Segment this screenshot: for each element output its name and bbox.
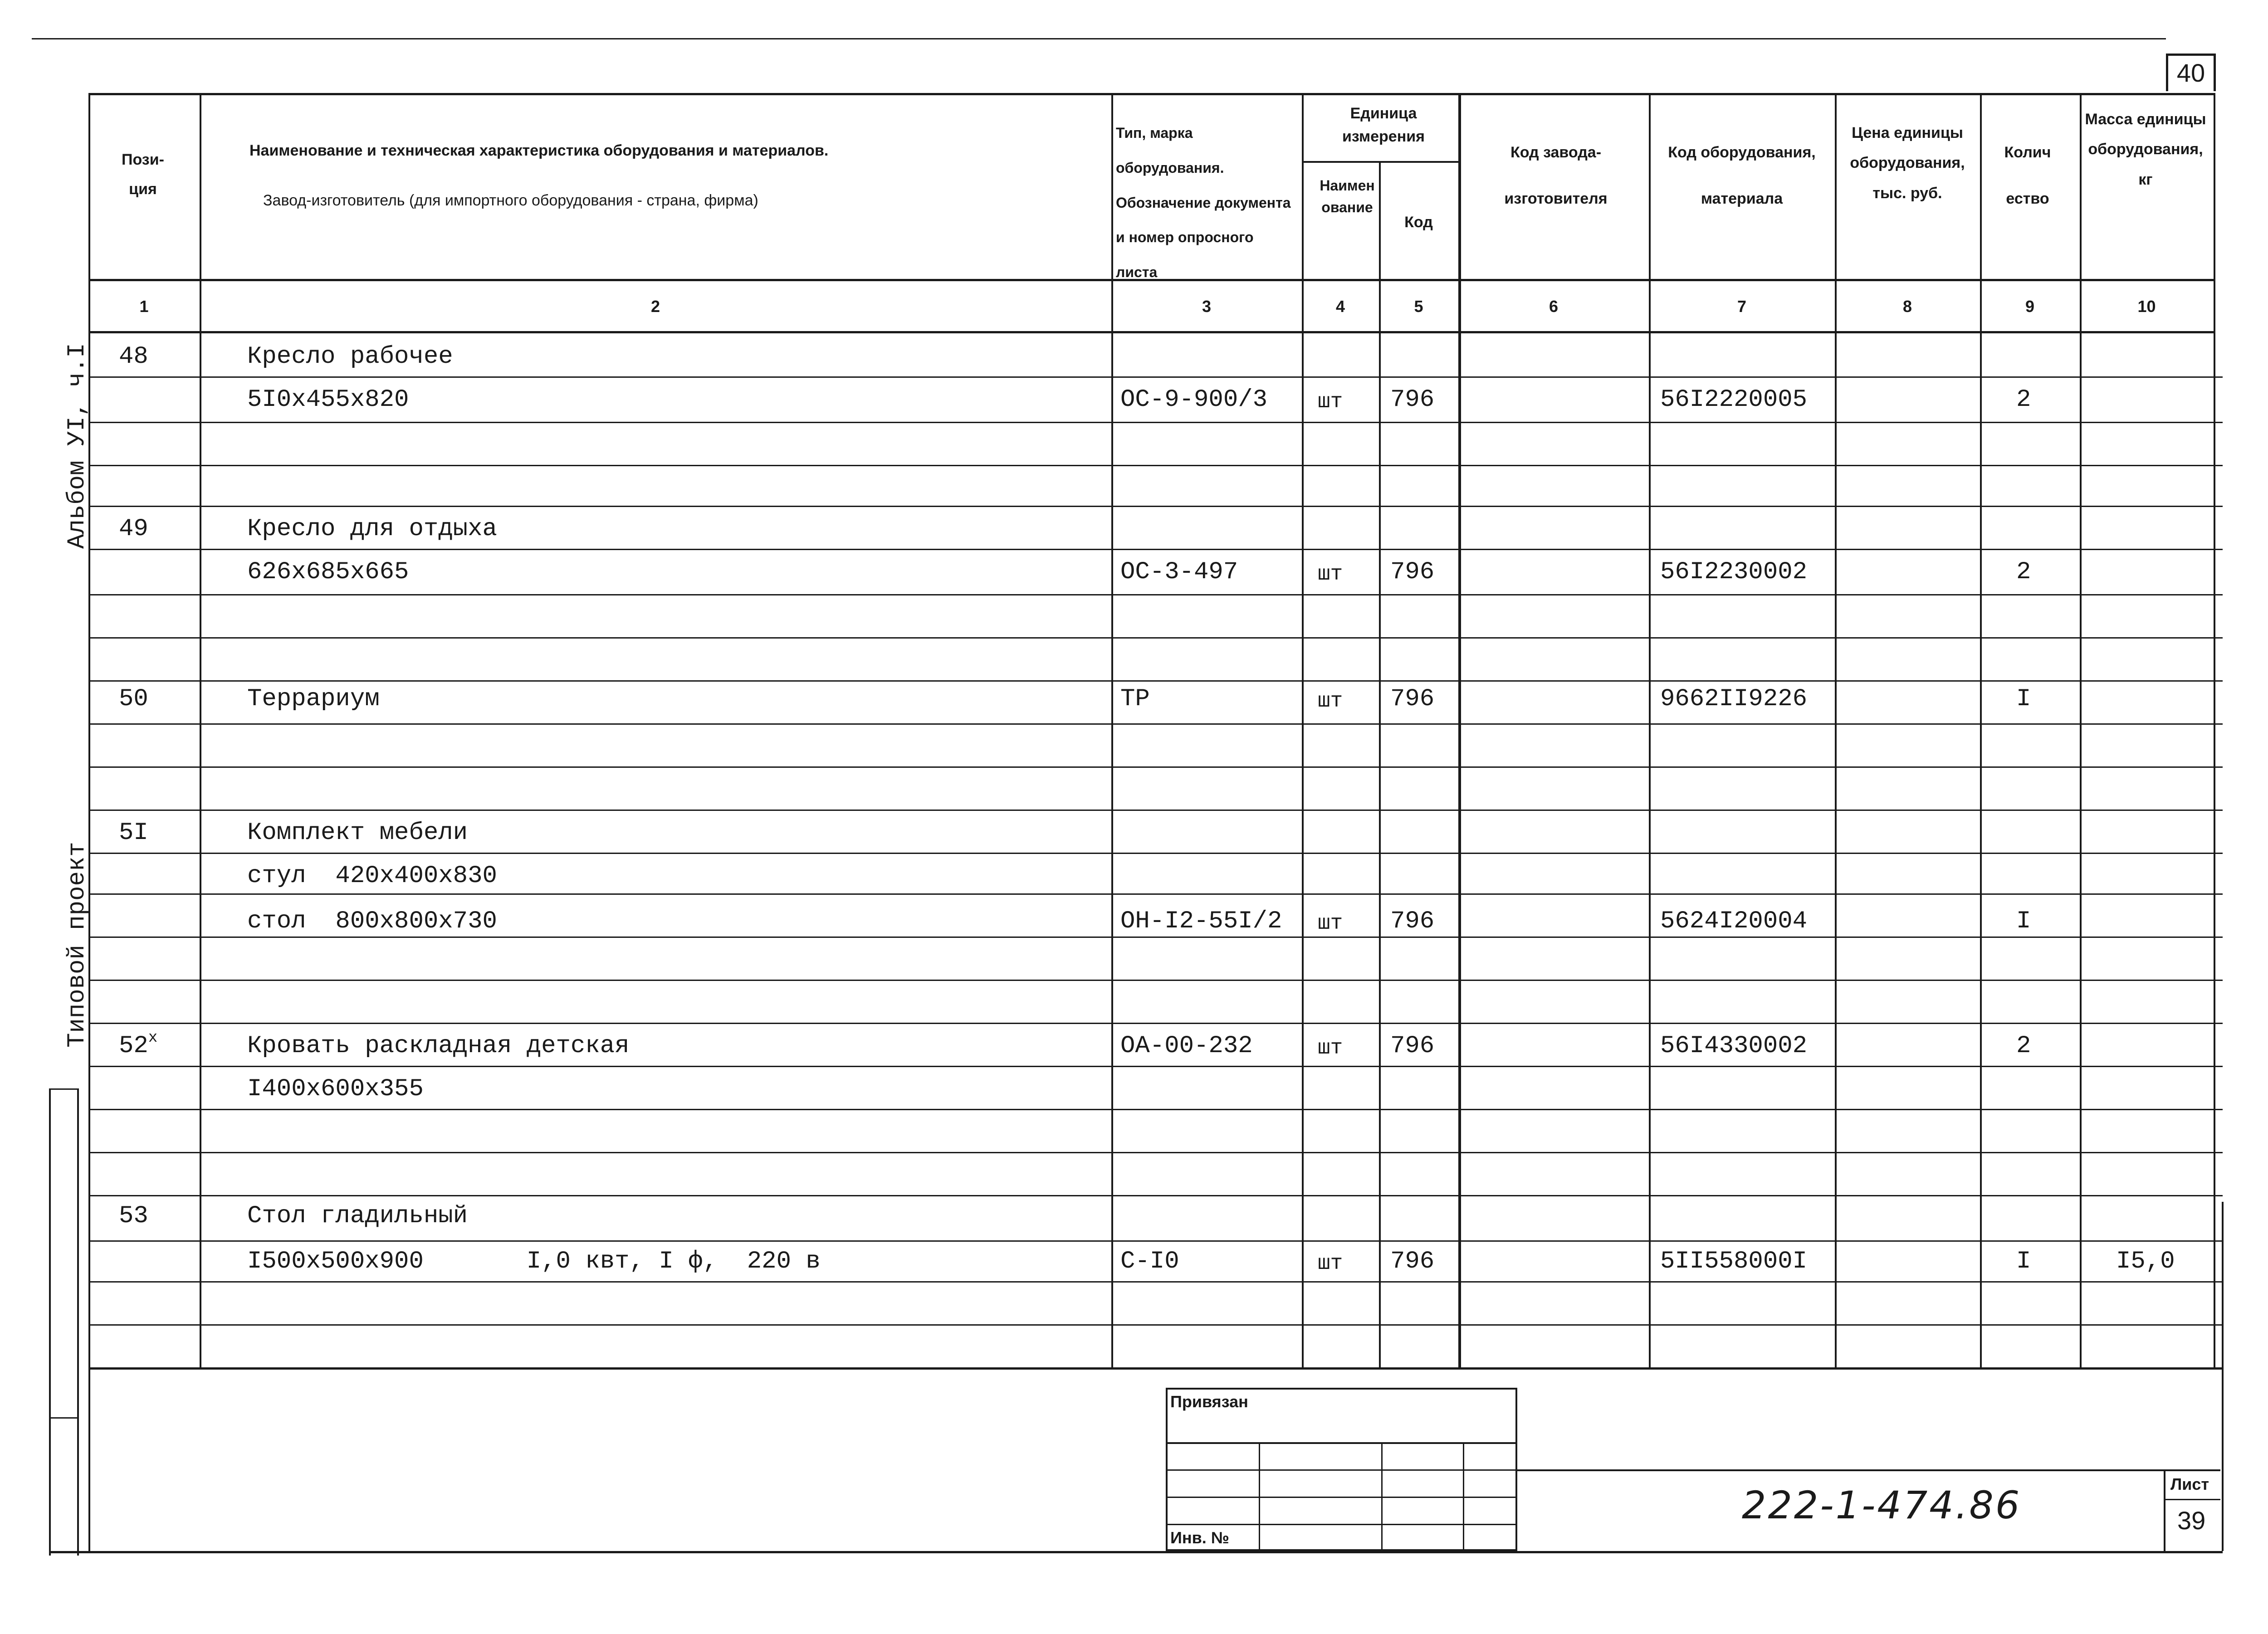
column-number: 9	[2025, 297, 2035, 316]
grid-line	[1379, 161, 1381, 1367]
header-price: Цена единицы оборудования, тыс. руб.	[1850, 124, 1965, 202]
title-block-line	[2164, 1469, 2165, 1553]
document-code: 222-1-474.86	[1742, 1483, 2022, 1527]
stamp-linked-label: Привязан	[1170, 1392, 1248, 1411]
header-equipment-code: Код оборудования, материала	[1668, 144, 1816, 207]
column-number: 2	[650, 297, 660, 316]
left-strip-line	[77, 1088, 79, 1556]
cell-quantity: I	[2016, 685, 2031, 713]
sheet-label: Лист	[2170, 1475, 2209, 1493]
stamp-line	[1166, 1524, 1517, 1525]
cell-equipment-code: 5624I20004	[1660, 907, 1808, 935]
side-label-album: Альбом УI, ч.I	[64, 343, 91, 549]
grid-line	[88, 637, 2223, 639]
grid-line	[88, 980, 2223, 981]
cell-name: I400x600x355	[247, 1075, 424, 1103]
cell-unit: шт	[1318, 390, 1343, 414]
cell-unit: шт	[1318, 1252, 1343, 1275]
grid-line	[1111, 93, 1113, 1367]
header-unit-name: Наименование	[1320, 177, 1375, 215]
cell-equipment-code: 56I2220005	[1660, 386, 1808, 414]
cell-name: стул 420x400x830	[247, 862, 497, 890]
grid-line	[88, 549, 2223, 550]
grid-line	[88, 1152, 2223, 1153]
cell-unit: шт	[1318, 912, 1343, 935]
left-strip-line	[49, 1417, 79, 1419]
grid-line	[1649, 93, 1651, 1367]
left-strip-line	[49, 1088, 79, 1090]
cell-position: 5I	[119, 819, 148, 847]
cell-position: 53	[119, 1202, 148, 1230]
cell-type: С-I0	[1120, 1248, 1179, 1275]
cell-type: ТР	[1120, 685, 1150, 713]
stamp-line	[1166, 1469, 1517, 1471]
grid-line	[88, 93, 2214, 95]
cell-unit-code: 796	[1390, 558, 1435, 586]
stamp-line	[1463, 1442, 1464, 1551]
header-name: Наименование и техническая характеристика оборудования и материалов.	[249, 142, 829, 159]
cell-unit-code: 796	[1390, 685, 1435, 713]
stamp-line	[1259, 1442, 1260, 1551]
grid-line	[88, 766, 2223, 768]
cell-position: 50	[119, 685, 148, 713]
stamp-line	[1381, 1442, 1383, 1551]
cell-name: Террариум	[247, 685, 380, 713]
cell-equipment-code: 56I4330002	[1660, 1032, 1808, 1060]
grid-line	[88, 723, 2223, 725]
grid-line	[1302, 93, 1304, 1367]
column-number: 4	[1335, 297, 1345, 316]
column-number: 10	[2137, 297, 2156, 316]
column-number: 8	[1902, 297, 1912, 316]
cell-name: Кресло рабочее	[247, 343, 453, 371]
cell-unit: шт	[1318, 1036, 1343, 1060]
grid-line	[2222, 1202, 2224, 1551]
header-quantity: Количество	[2004, 144, 2051, 207]
header-unit-group: Единица измерения	[1342, 105, 1425, 145]
cell-position: $52^х$	[119, 1029, 158, 1060]
grid-line	[49, 1551, 2223, 1553]
cell-equipment-code: 9662II9226	[1660, 685, 1808, 713]
header-name-sub: Завод-изготовитель (для импортного оборудования - страна, фирма)	[263, 192, 758, 209]
cell-type: ОА-00-232	[1120, 1032, 1253, 1060]
title-block-line	[2164, 1499, 2220, 1500]
header-position: Пози- ция	[122, 151, 164, 198]
top-rule	[32, 38, 2166, 39]
cell-name: 5I0x455x820	[247, 386, 409, 414]
grid-line	[88, 1240, 2223, 1242]
grid-line	[88, 893, 2223, 895]
cell-quantity: I	[2016, 1248, 2031, 1275]
cell-unit-code: 796	[1390, 907, 1435, 935]
column-number: 3	[1202, 297, 1212, 316]
cell-unit-code: 796	[1390, 1032, 1435, 1060]
cell-position: 48	[119, 343, 148, 371]
cell-type: ОС-9-900/3	[1120, 386, 1268, 414]
cell-name: Стол гладильный	[247, 1202, 468, 1230]
cell-unit: шт	[1318, 689, 1343, 713]
header-factory-code: Код завода-изготовителя	[1504, 144, 1608, 207]
grid-line	[88, 376, 2223, 378]
grid-line	[88, 680, 2223, 682]
grid-line	[2214, 93, 2215, 1367]
grid-line	[1980, 93, 1982, 1367]
cell-equipment-code: 56I2230002	[1660, 558, 1808, 586]
cell-quantity: 2	[2016, 1032, 2031, 1060]
column-number: 1	[139, 297, 149, 316]
stamp-line	[1166, 1442, 1517, 1444]
grid-line	[88, 1109, 2223, 1110]
grid-line	[88, 506, 2223, 507]
cell-type: ОС-3-497	[1120, 558, 1238, 586]
stamp-line	[1166, 1497, 1517, 1498]
cell-type: ОН-I2-55I/2	[1120, 907, 1282, 935]
cell-quantity: 2	[2016, 558, 2031, 586]
grid-line	[88, 1367, 2223, 1370]
side-label-project: Типовой проект	[64, 842, 91, 1048]
grid-line	[88, 1066, 2223, 1067]
cell-name: Кресло для отдыха	[247, 515, 497, 543]
cell-name: I500x500x900 I,0 квт, I ф, 220 в	[247, 1248, 821, 1275]
grid-line	[88, 1324, 2223, 1326]
cell-mass: I5,0	[2116, 1248, 2175, 1275]
grid-line	[88, 1023, 2223, 1024]
grid-line	[88, 1281, 2223, 1283]
grid-line	[1835, 93, 1837, 1367]
column-number: 5	[1414, 297, 1423, 316]
cell-name: стол 800x800x730	[247, 907, 497, 935]
grid-line	[88, 810, 2223, 811]
cell-quantity: 2	[2016, 386, 2031, 414]
cell-unit-code: 796	[1390, 1248, 1435, 1275]
left-strip-line	[49, 1088, 51, 1556]
header-unit-code: Код	[1404, 214, 1433, 231]
grid-line	[88, 594, 2223, 595]
cell-name: 626x685x665	[247, 558, 409, 586]
cell-name: Комплект мебели	[247, 819, 468, 847]
cell-name: Кровать раскладная детская	[247, 1032, 630, 1060]
cell-quantity: I	[2016, 907, 2031, 935]
cell-position: 49	[119, 515, 148, 543]
stamp-inv-label: Инв. №	[1170, 1528, 1229, 1547]
grid-line	[88, 937, 2223, 938]
grid-line	[88, 465, 2223, 466]
sheet-number: 40	[2176, 59, 2205, 87]
column-number: 7	[1737, 297, 1747, 316]
grid-line	[2080, 93, 2082, 1367]
cell-unit-code: 796	[1390, 386, 1435, 414]
grid-line	[1458, 93, 1461, 1367]
column-number: 6	[1549, 297, 1559, 316]
header-mass: Масса единицы оборудования, кг	[2085, 111, 2206, 188]
sheet-value: 39	[2177, 1506, 2206, 1535]
grid-line	[200, 93, 201, 1367]
grid-line	[88, 1195, 2223, 1196]
grid-line	[88, 853, 2223, 854]
cell-equipment-code: 5II558000I	[1660, 1248, 1808, 1275]
grid-line	[88, 331, 2214, 333]
title-block-line	[1517, 1469, 2220, 1471]
grid-line	[88, 422, 2223, 423]
header-type: Тип, марка оборудования. Обозначение документа и номер опросного листа	[1116, 125, 1291, 281]
cell-unit: шт	[1318, 562, 1343, 586]
